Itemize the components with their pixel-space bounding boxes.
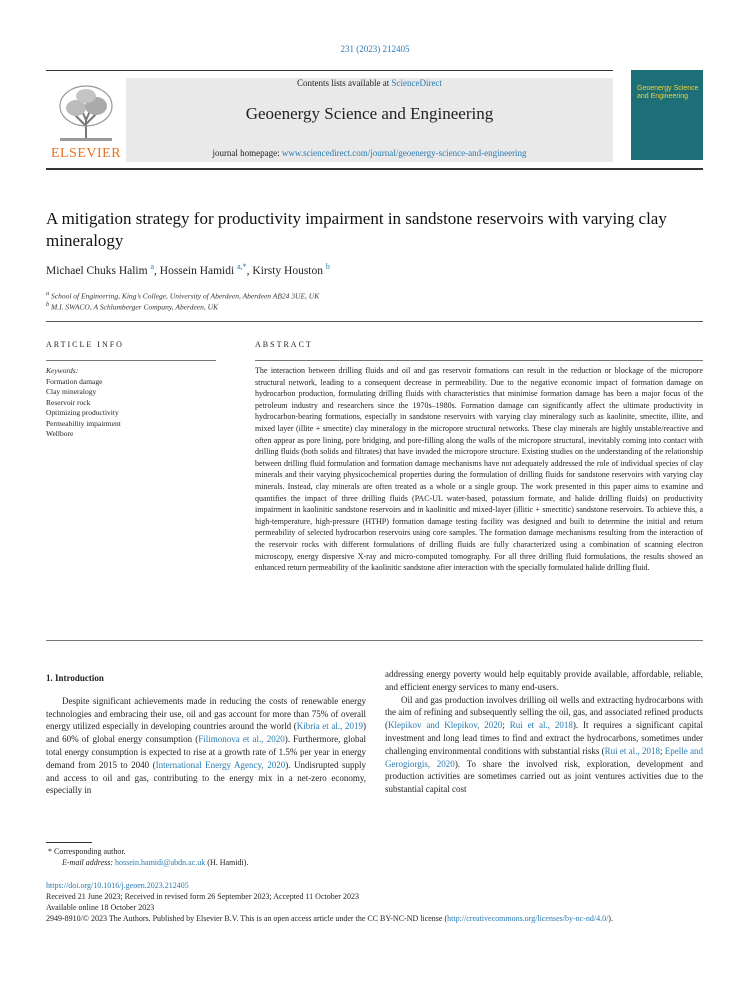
affiliation-b (46, 301, 686, 312)
corresponding-label: Corresponding author. (54, 847, 126, 856)
author-affiliation-marker[interactable]: a (150, 262, 155, 271)
elsevier-wordmark: ELSEVIER (50, 146, 122, 161)
abstract-text: The interaction between drilling fluids and oil and gas reservoir formations can result in the reduction or blockage of the micropore structural network, leading to a consequent decrease in permeability. Due to the negative economic impact of formation damage on hydrocarbon production, formulating drilling fluids with characteristics that minimise formation damage has been a major focus of the petroleum industry and researchers since the 1970s–1980s. Formation damage can significantly affect the ultimate productivity in hydrocarbon-bearing formations, especially in sandstone reservoirs with varying clay mineralogy such as kaolinite, smectite, illite, and mixed layer (illite + smectite) clay mineralogy in the micropore structural networks. These clay minerals are highly unstable/reactive and often appear as pore lining, pore bridging, and pore-filling along the walls of the micropore structural, inevitably coming into contact with drilling fluids (both solids and filtrates) that have invaded the micropore structure. Existing studies on the understanding of the relationship between drilling fluid formulation and formation damage mechanisms have not adequately addressed the role of individual species of clay minerals and their varying physicochemical properties during the formulation of drilling fluids for sandstone reservoirs with varying clay minerals. Instead, clay minerals are often treated as a whole or a single group. The work presented in this paper aims to examine and quantifies the impact of three drilling fluids (PAC-UL water-based, potassium formate, and halide drilling fluids) on productivity impairment in kaolinitic sandstone reservoirs and in kaolinitic and mixed-layer (illitic + smectitic) sandstone reservoirs. To achieve this, a high-temperature, high-pressure (HTHP) formation damage testing facility was designed and built to determine the initial and return permeability of selected hydrocarbon reservoirs using core samples. The formation damage mechanisms resulting from the interaction of the reservoir rocks with different formulations of drilling fluids are fully characterized using a combination of scanning electron microscopy, energy dispersive X-ray and micro-computed tomography. For all three drilling fluid formulations, the results showed an enhanced return permeability of the kaolinitic sandstone after interaction with the specially formulated halide drilling fluid. (255, 366, 703, 573)
license-prefix: 2949-8910/© 2023 The Authors. Published by Elsevier B.V. This is an open access article under the CC BY-NC-ND license ( (46, 914, 448, 923)
affiliation-text: M.I. SWACO, A Schlumberger Company, Aberdeen, UK (51, 302, 219, 312)
abstract-bottom-rule (46, 640, 703, 641)
body-left-column (46, 672, 366, 797)
journal-citation-link[interactable]: 231 (2023) 212405 (340, 44, 410, 54)
citation-link[interactable]: International Energy Agency, 2020 (155, 759, 286, 770)
citation-link[interactable]: Kibria et al., 2019 (296, 721, 363, 732)
affiliation-text: School of Engineering, King’s College, University of Aberdeen, Aberdeen AB24 3UE, UK (51, 291, 320, 301)
paragraph-text: ) and 60% of global energy consumption ( (46, 721, 366, 745)
intro-paragraph-2 (385, 694, 703, 796)
journal-cover-thumbnail[interactable] (631, 70, 703, 160)
body-right-column (385, 668, 703, 796)
article-info-heading: ARTICLE INFO (46, 340, 124, 349)
abstract-rule (255, 360, 703, 361)
affiliation-a (46, 290, 686, 301)
author-affiliation-marker[interactable]: b (325, 262, 330, 271)
paragraph-text: ). Furthermore, global total energy consumption is expected to rise at a growth rate of 1.5% per year in energy demand from 2015 to 2040 ( (46, 734, 366, 770)
citation-link[interactable]: Klepikov and Klepikov, 2020 (388, 720, 503, 731)
intro-paragraph-1 (46, 695, 366, 797)
paragraph-text: ; (659, 745, 665, 756)
author-name[interactable]: Hossein Hamidi (159, 264, 235, 277)
paragraph-text: Despite significant achievements made in reducing the costs of renewable energy technologies and embracing their use, oil and gas account for more than 75% of overall energy utilized especially in developing countries around the world ( (46, 695, 366, 732)
paragraph-text: Oil and gas production involves drilling oil wells and extracting hydrocarbons with the aim of refining and subsequently selling the oil, gas, and associated refined products ( (385, 694, 703, 731)
license-link[interactable]: http://creativecommons.org/licenses/by-nc-nd/4.0/ (447, 914, 609, 923)
contents-available-line (126, 78, 613, 88)
author-affiliation-marker[interactable]: a,* (237, 262, 247, 271)
paragraph-text: ). To share the involved risk, exploration, development and production activities are sometimes carried out as joint ventures activities due to the substantial capital cost (385, 758, 703, 795)
publication-info (46, 880, 706, 924)
section-heading-introduction: 1. Introduction (46, 673, 104, 683)
corresponding-author-footnote (46, 846, 446, 868)
author-list: Michael Chuks Halim $^a$, Hossein Hamidi $^{a,*}$, Kirsty Houston $^b$ (46, 262, 330, 277)
homepage-prefix: journal homepage: (212, 148, 282, 158)
keywords-label: Keywords: (46, 366, 79, 375)
keyword-item: Formation damage (46, 376, 103, 386)
email-suffix: (H. Hamidi). (205, 858, 249, 867)
author-email-link[interactable]: hossein.hamidi@abdn.ac.uk (115, 858, 206, 867)
citation-link[interactable]: Epelle and Gerogiorgis, 2020 (385, 745, 703, 769)
author-name[interactable]: Michael Chuks Halim (46, 264, 148, 277)
paragraph-text: ; (502, 720, 510, 731)
intro-paragraph-1-continued: addressing energy poverty would help equitably provide available, affordable, reliable, and efficient energy services to many end-users. (385, 669, 703, 692)
paragraph-text: ). It requires a significant capital investment and long lead times to find and extract the hydrocarbons, sometimes under challenging environmental conditions with substantial risks ( (385, 720, 703, 756)
doi-link[interactable]: https://doi.org/10.1016/j.geoen.2023.212405 (46, 881, 189, 890)
license-statement (46, 913, 706, 924)
affiliation-marker: a (46, 290, 50, 297)
paragraph-text: ). Undisrupted supply and access to oil and gas, contributing to the energy mix in a net-zero economy, especially in (46, 759, 367, 796)
keyword-item: Wellbore (46, 429, 74, 438)
journal-homepage-link[interactable]: www.sciencedirect.com/journal/geoenergy-science-and-engineering (281, 148, 527, 158)
email-label: E-mail address: (62, 858, 116, 867)
sciencedirect-link[interactable]: ScienceDirect (391, 78, 442, 88)
publication-history: Received 21 June 2023; Received in revised form 26 September 2023; Accepted 11 October 2023 (46, 892, 359, 901)
abstract-heading: ABSTRACT (255, 340, 313, 349)
citation-link[interactable]: Rui et al., 2018 (509, 720, 573, 731)
journal-homepage-line (126, 148, 613, 158)
journal-title: Geoenergy Science and Engineering (245, 104, 494, 123)
keyword-item: Clay mineralogy (46, 387, 97, 396)
affiliation-marker: b (46, 301, 50, 308)
author-name[interactable]: Kirsty Houston (252, 264, 323, 277)
footnote-rule (46, 842, 92, 843)
footnote-marker: * (48, 847, 52, 856)
keyword-item: Reservoir rock (46, 397, 91, 407)
header-top-rule (46, 70, 613, 71)
article-info-rule (46, 360, 216, 361)
keyword-item: Permeability impairment (46, 418, 121, 428)
keywords-block (46, 366, 216, 440)
contents-prefix: Contents lists available at (297, 78, 392, 88)
article-title: A mitigation strategy for productivity impairment in sandstone reservoirs with varying clay mineralogy (46, 209, 667, 250)
citation-link[interactable]: Filimonova et al., 2020 (198, 734, 285, 745)
keyword-item: Optimizing productivity (46, 408, 119, 417)
cover-title-text: Geoenergy Science and Engineering (637, 85, 699, 100)
license-suffix: ). (608, 914, 613, 923)
citation-link[interactable]: Rui et al., 2018 (604, 745, 660, 756)
header-bottom-rule (46, 168, 703, 170)
section-divider (46, 321, 703, 322)
available-online: Available online 18 October 2023 (46, 903, 155, 912)
